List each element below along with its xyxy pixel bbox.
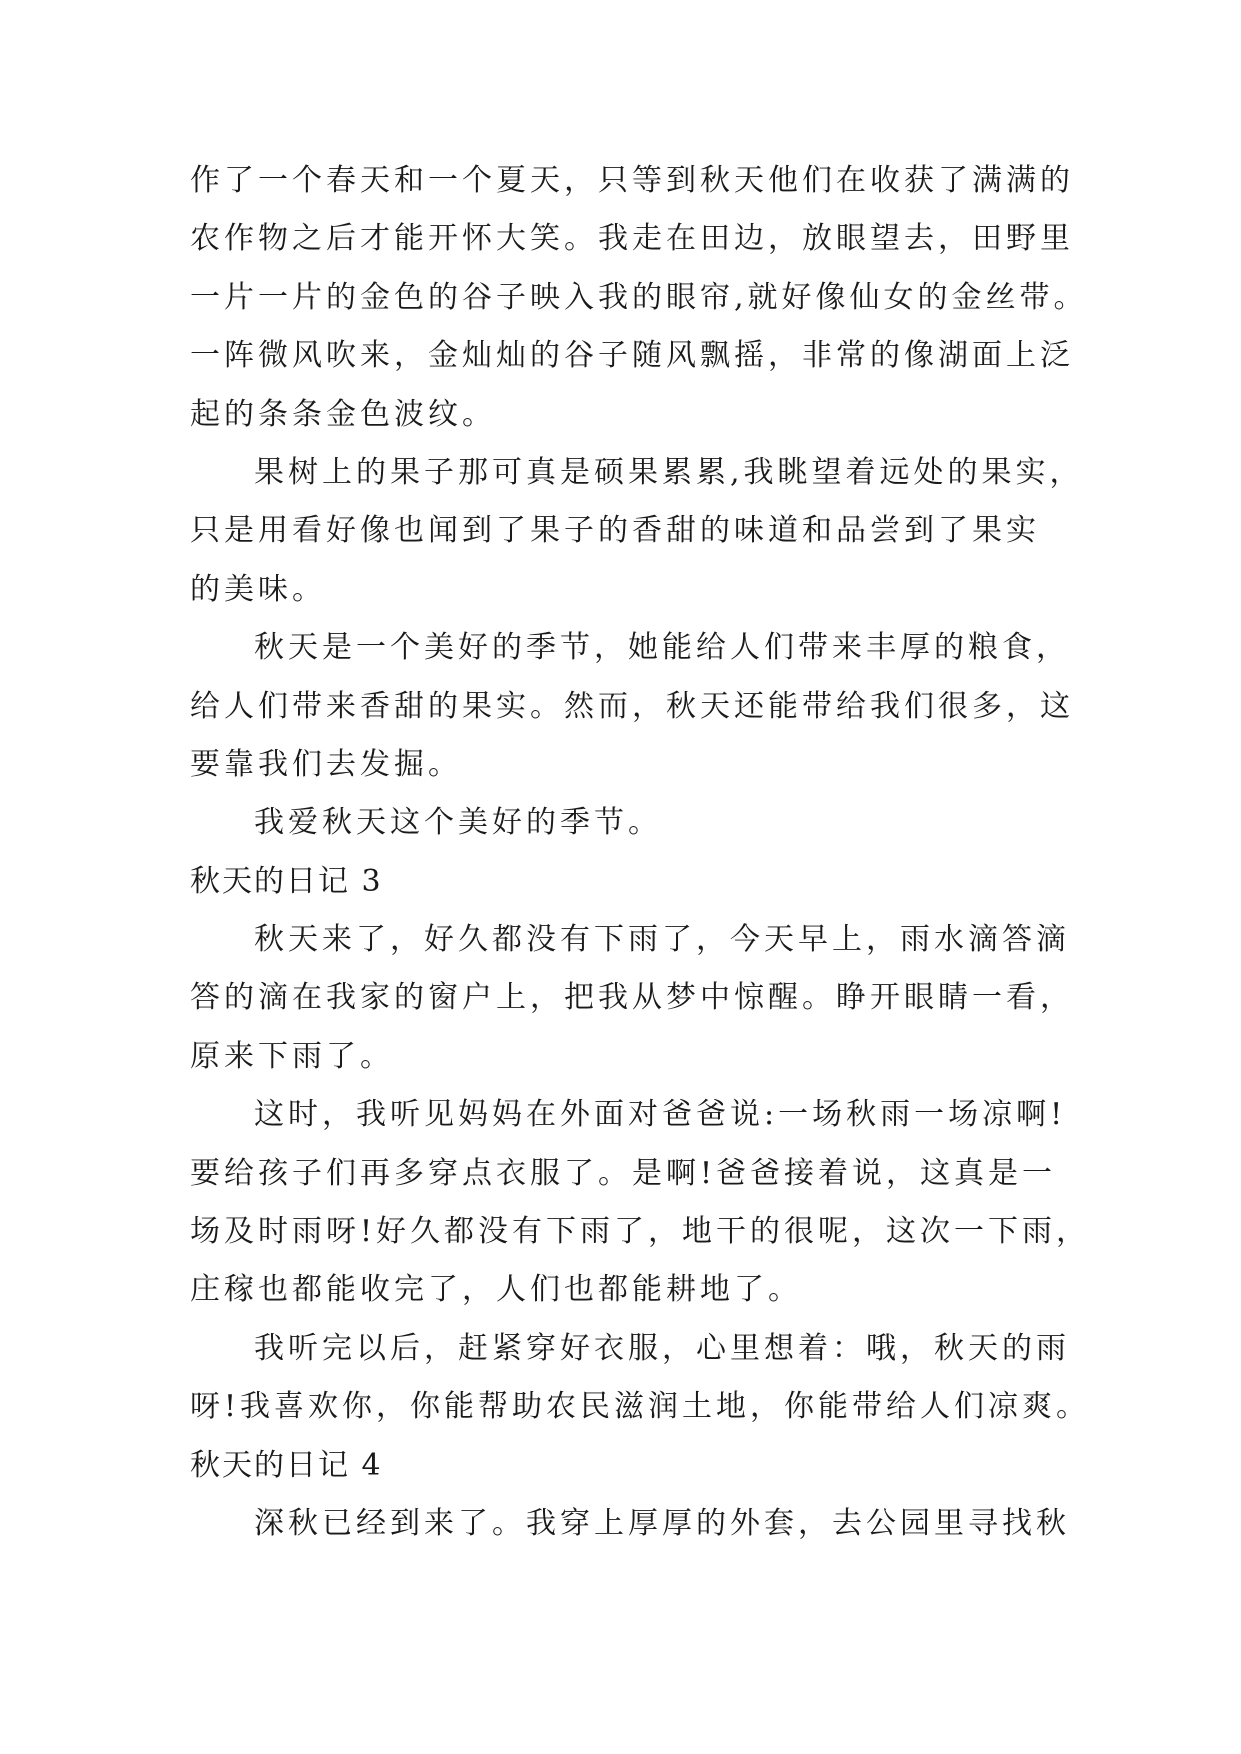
section-heading: 秋天的日记 4 bbox=[190, 1447, 383, 1483]
text-line: 农作物之后才能开怀大笑。我走在田边，放眼望去，田野里 bbox=[190, 221, 1074, 257]
text-line: 这时，我听见妈妈在外面对爸爸说:一场秋雨一场凉啊! bbox=[254, 1097, 1067, 1133]
text-line: 庄稼也都能收完了，人们也都能耕地了。 bbox=[190, 1272, 802, 1308]
text-line: 我爱秋天这个美好的季节。 bbox=[254, 805, 662, 841]
text-line: 一阵微风吹来，金灿灿的谷子随风飘摇，非常的像湖面上泛 bbox=[190, 338, 1074, 374]
text-line: 只是用看好像也闻到了果子的香甜的味道和品尝到了果实 bbox=[190, 513, 1040, 549]
text-line: 场及时雨呀!好久都没有下雨了，地干的很呢，这次一下雨， bbox=[190, 1214, 1091, 1250]
text-line: 起的条条金色波纹。 bbox=[190, 396, 496, 432]
document-body bbox=[190, 152, 1090, 1553]
text-line: 给人们带来香甜的果实。然而，秋天还能带给我们很多，这 bbox=[190, 688, 1074, 724]
text-line: 要给孩子们再多穿点衣服了。是啊!爸爸接着说，这真是一 bbox=[190, 1155, 1057, 1191]
text-line: 秋天来了，好久都没有下雨了，今天早上，雨水滴答滴 bbox=[254, 922, 1070, 958]
text-line: 果树上的果子那可真是硕果累累,我眺望着远处的果实， bbox=[254, 454, 1084, 490]
text-line: 呀!我喜欢你，你能帮助农民滋润土地，你能带给人们凉爽。 bbox=[190, 1389, 1091, 1425]
text-line: 答的滴在我家的窗户上，把我从梦中惊醒。睁开眼睛一看， bbox=[190, 980, 1074, 1016]
text-line: 要靠我们去发掘。 bbox=[190, 746, 462, 782]
section-heading: 秋天的日记 3 bbox=[190, 863, 383, 899]
text-line: 原来下雨了。 bbox=[190, 1038, 394, 1074]
text-line: 秋天是一个美好的季节，她能给人们带来丰厚的粮食， bbox=[254, 630, 1070, 666]
text-line: 的美味。 bbox=[190, 571, 326, 607]
text-line: 我听完以后，赶紧穿好衣服，心里想着：哦，秋天的雨 bbox=[254, 1330, 1070, 1366]
text-line: 作了一个春天和一个夏天，只等到秋天他们在收获了满满的 bbox=[190, 163, 1074, 198]
text-line: 深秋已经到来了。我穿上厚厚的外套，去公园里寻找秋 bbox=[254, 1505, 1070, 1541]
text-line: 一片一片的金色的谷子映入我的眼帘,就好像仙女的金丝带。 bbox=[190, 279, 1088, 315]
